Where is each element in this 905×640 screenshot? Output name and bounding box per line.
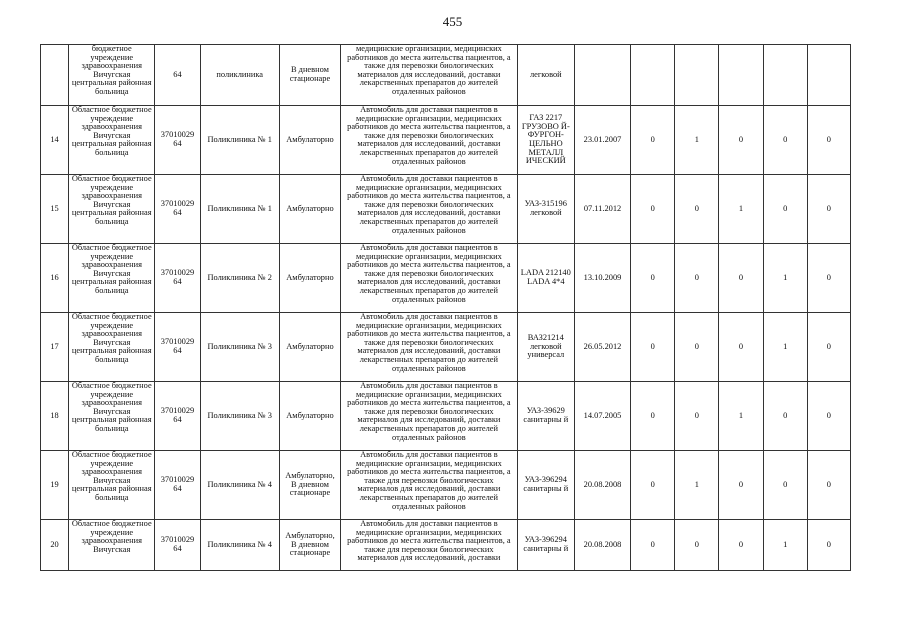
- table-row: [41, 106, 851, 175]
- count-cell-5: 0: [807, 382, 850, 451]
- organization-text: бюджетное учреждение здравоохранения Вичугская центральная районная больница: [71, 45, 152, 96]
- count-cell-2: 0: [675, 382, 719, 451]
- table-body: [41, 45, 851, 571]
- mode-cell: Амбулаторно: [279, 382, 340, 451]
- count-cell-5: [807, 45, 850, 106]
- code-cell: 37010029 64: [155, 313, 200, 382]
- mode-cell: Амбулаторно: [279, 106, 340, 175]
- purpose-cell: [341, 244, 518, 313]
- purpose-cell: [341, 382, 518, 451]
- count-cell-1: 0: [631, 244, 675, 313]
- row-number-cell: 20: [41, 520, 69, 571]
- count-cell-2: 0: [675, 244, 719, 313]
- purpose-cell: [341, 106, 518, 175]
- count-cell-5: 0: [807, 106, 850, 175]
- vehicle-cell: LADA 212140 LADA 4*4: [517, 244, 574, 313]
- organization-cell: [69, 520, 155, 571]
- count-cell-5: 0: [807, 451, 850, 520]
- organization-text: Областное бюджетное учреждение здравоохранения Вичугская центральная районная больница: [71, 313, 152, 364]
- mode-cell: Амбулаторно, В дневном стационаре: [279, 451, 340, 520]
- vehicle-cell: ВАЗ21214 легковой универсал: [517, 313, 574, 382]
- count-cell-5: 0: [807, 175, 850, 244]
- purpose-text: Автомобиль для доставки пациентов в медицинские организации, медицинских работников до места жительства пациентов, а также для перевозки биологических материалов для исследований, доставки лекарственных препаратов до жителей отдаленных районов: [347, 175, 511, 235]
- count-cell-2: 1: [675, 451, 719, 520]
- division-cell: Поликлиника № 2: [200, 244, 279, 313]
- date-cell: 26.05.2012: [574, 313, 630, 382]
- purpose-text: Автомобиль для доставки пациентов в медицинские организации, медицинских работников до места жительства пациентов, а также для перевозки биологических материалов для исследований, доставки лекарственных препаратов до жителей отдаленных районов: [347, 313, 511, 373]
- vehicle-cell: УАЗ-39629 санитарны й: [517, 382, 574, 451]
- table-row: [41, 244, 851, 313]
- table-row: [41, 175, 851, 244]
- mode-cell: В дневном стационаре: [279, 45, 340, 106]
- row-number-cell: 18: [41, 382, 69, 451]
- code-cell: 37010029 64: [155, 451, 200, 520]
- purpose-text: медицинские организации, медицинских работников до места жительства пациентов, а также для перевозки биологических материалов для исследований, доставки лекарственных препаратов до жителей отдаленных районов: [347, 45, 511, 96]
- count-cell-3: 1: [719, 175, 763, 244]
- count-cell-3: 0: [719, 451, 763, 520]
- mode-cell: Амбулаторно: [279, 313, 340, 382]
- count-cell-2: 0: [675, 175, 719, 244]
- count-cell-5: 0: [807, 244, 850, 313]
- count-cell-4: 1: [763, 244, 807, 313]
- code-cell: 37010029 64: [155, 175, 200, 244]
- purpose-cell: [341, 520, 518, 571]
- purpose-text: Автомобиль для доставки пациентов в медицинские организации, медицинских работников до места жительства пациентов, а также для перевозки биологических материалов для исследований, доставки лекарственных препаратов до жителей отдаленных районов: [347, 451, 511, 511]
- table-row-continuation: [41, 45, 851, 106]
- count-cell-4: 1: [763, 313, 807, 382]
- organization-text: Областное бюджетное учреждение здравоохранения Вичугская центральная районная больница: [71, 244, 152, 295]
- row-number-cell: 14: [41, 106, 69, 175]
- table-row: [41, 313, 851, 382]
- division-cell: Поликлиника № 4: [200, 451, 279, 520]
- date-cell: 13.10.2009: [574, 244, 630, 313]
- division-cell: Поликлиника № 3: [200, 313, 279, 382]
- organization-cell: [69, 451, 155, 520]
- date-cell: [574, 45, 630, 106]
- code-cell: 37010029 64: [155, 520, 200, 571]
- date-cell: 20.08.2008: [574, 451, 630, 520]
- page-number: 455: [442, 14, 463, 29]
- code-cell: 37010029 64: [155, 106, 200, 175]
- count-cell-1: 0: [631, 382, 675, 451]
- division-cell: поликлиника: [200, 45, 279, 106]
- division-cell: Поликлиника № 4: [200, 520, 279, 571]
- vehicle-cell: УАЗ-396294 санитарны й: [517, 520, 574, 571]
- count-cell-1: 0: [631, 451, 675, 520]
- table-row-last: [41, 520, 851, 571]
- count-cell-4: 1: [763, 520, 807, 571]
- count-cell-3: 0: [719, 313, 763, 382]
- count-cell-3: 0: [719, 520, 763, 571]
- table-row: [41, 451, 851, 520]
- date-cell: 07.11.2012: [574, 175, 630, 244]
- vehicle-register-table: [40, 44, 851, 571]
- purpose-cell: [341, 175, 518, 244]
- organization-cell: [69, 244, 155, 313]
- count-cell-4: 0: [763, 106, 807, 175]
- count-cell-1: 0: [631, 313, 675, 382]
- code-cell: 37010029 64: [155, 244, 200, 313]
- organization-text: Областное бюджетное учреждение здравоохранения Вичугская центральная районная больница: [71, 106, 152, 157]
- row-number-cell: 15: [41, 175, 69, 244]
- organization-text: Областное бюджетное учреждение здравоохранения Вичугская центральная районная больница: [71, 451, 152, 502]
- count-cell-2: [675, 45, 719, 106]
- vehicle-cell: ГАЗ 2217 ГРУЗОВО Й-ФУРГОН-ЦЕЛЬНО МЕТАЛЛ ИЧЕСКИЙ: [517, 106, 574, 175]
- mode-cell: Амбулаторно: [279, 175, 340, 244]
- count-cell-1: 0: [631, 175, 675, 244]
- row-number-cell: 16: [41, 244, 69, 313]
- count-cell-2: 0: [675, 520, 719, 571]
- count-cell-2: 0: [675, 313, 719, 382]
- purpose-cell: [341, 45, 518, 106]
- count-cell-1: 0: [631, 106, 675, 175]
- count-cell-1: [631, 45, 675, 106]
- purpose-text: Автомобиль для доставки пациентов в медицинские организации, медицинских работников до места жительства пациентов, а также для перевозки биологических материалов для исследований, доставки: [347, 520, 511, 563]
- count-cell-1: 0: [631, 520, 675, 571]
- count-cell-3: 0: [719, 106, 763, 175]
- vehicle-cell: УАЗ-396294 санитарны й: [517, 451, 574, 520]
- division-cell: Поликлиника № 1: [200, 106, 279, 175]
- count-cell-5: 0: [807, 520, 850, 571]
- organization-cell: [69, 175, 155, 244]
- purpose-text: Автомобиль для доставки пациентов в медицинские организации, медицинских работников до места жительства пациентов, а также для перевозки биологических материалов для исследований, доставки лекарственных препаратов до жителей отдаленных районов: [347, 382, 511, 442]
- code-cell: 37010029 64: [155, 382, 200, 451]
- organization-text: Областное бюджетное учреждение здравоохранения Вичугская центральная районная больница: [71, 175, 152, 226]
- count-cell-5: 0: [807, 313, 850, 382]
- purpose-cell: [341, 313, 518, 382]
- row-number-cell: 19: [41, 451, 69, 520]
- organization-text: Областное бюджетное учреждение здравоохранения Вичугская центральная районная больница: [71, 382, 152, 433]
- count-cell-2: 1: [675, 106, 719, 175]
- mode-cell: Амбулаторно, В дневном стационаре: [279, 520, 340, 571]
- purpose-text: Автомобиль для доставки пациентов в медицинские организации, медицинских работников до места жительства пациентов, а также для перевозки биологических материалов для исследований, доставки лекарственных препаратов до жителей отдаленных районов: [347, 244, 511, 304]
- purpose-cell: [341, 451, 518, 520]
- date-cell: 23.01.2007: [574, 106, 630, 175]
- vehicle-cell: легковой: [517, 45, 574, 106]
- count-cell-4: 0: [763, 451, 807, 520]
- count-cell-4: 0: [763, 175, 807, 244]
- purpose-text: Автомобиль для доставки пациентов в медицинские организации, медицинских работников до места жительства пациентов, а также для перевозки биологических материалов для исследований, доставки лекарственных препаратов до жителей отдаленных районов: [347, 106, 511, 166]
- row-number-cell: 17: [41, 313, 69, 382]
- organization-cell: [69, 313, 155, 382]
- organization-cell: [69, 106, 155, 175]
- code-cell: 64: [155, 45, 200, 106]
- organization-cell: [69, 382, 155, 451]
- vehicle-cell: УАЗ-315196 легковой: [517, 175, 574, 244]
- mode-cell: Амбулаторно: [279, 244, 340, 313]
- organization-cell: [69, 45, 155, 106]
- division-cell: Поликлиника № 3: [200, 382, 279, 451]
- count-cell-3: 0: [719, 244, 763, 313]
- organization-text: Областное бюджетное учреждение здравоохранения Вичугская: [71, 520, 152, 554]
- count-cell-4: [763, 45, 807, 106]
- table-row: [41, 382, 851, 451]
- division-cell: Поликлиника № 1: [200, 175, 279, 244]
- date-cell: 14.07.2005: [574, 382, 630, 451]
- date-cell: 20.08.2008: [574, 520, 630, 571]
- count-cell-3: [719, 45, 763, 106]
- row-number-cell: [41, 45, 69, 106]
- count-cell-4: 0: [763, 382, 807, 451]
- count-cell-3: 1: [719, 382, 763, 451]
